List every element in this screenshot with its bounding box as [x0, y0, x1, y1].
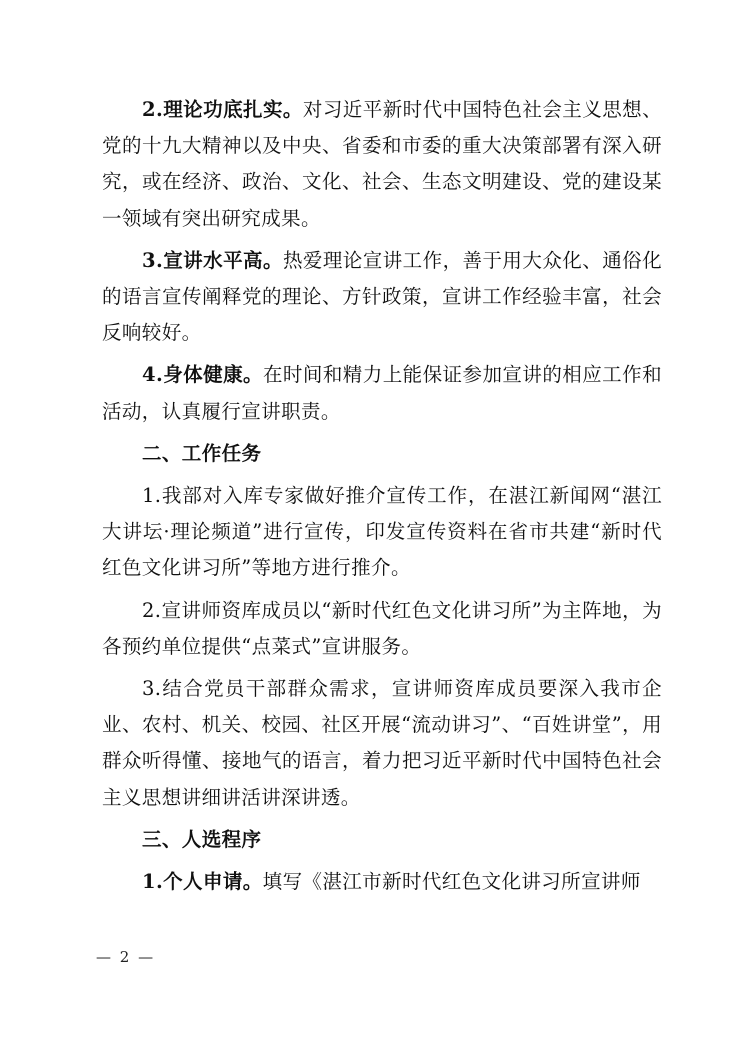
section-heading-selection-procedure: 三、人选程序 — [142, 827, 262, 851]
paragraph-text: 1.我部对入库专家做好推介宣传工作，在湛江新闻网“湛江大讲坛·理论频道”进行宣传，印发宣传资料在省市共建“新时代红色文化讲习所”等地方进行推介。 — [102, 484, 662, 580]
paragraph-requirement-2 — [102, 92, 662, 237]
section-heading-work-tasks: 二、工作任务 — [142, 441, 262, 465]
paragraph-lead: 2.理论功底扎实。 — [142, 98, 303, 121]
paragraph-task-2 — [102, 593, 662, 665]
paragraph-text: 对习近平新时代中国特色社会主义思想、党的十九大精神以及中央、省委和市委的重大决策部署有深入研究，或在经济、政治、文化、社会、生态文明建设、党的建设某一领域有突出研究成果。 — [102, 98, 662, 230]
paragraph-task-3 — [102, 671, 662, 816]
paragraph-text: 热爱理论宣讲工作，善于用大众化、通俗化的语言宣传阐释党的理论、方针政策，宣讲工作经验丰富，社会反响较好。 — [102, 248, 662, 345]
paragraph-lead: 1.个人申请。 — [142, 870, 263, 894]
document-body — [102, 92, 662, 900]
paragraph-requirement-4 — [102, 357, 662, 429]
paragraph-text: 在时间和精力上能保证参加宣讲的相应工作和活动，认真履行宣讲职责。 — [102, 363, 662, 423]
paragraph-requirement-3 — [102, 243, 662, 352]
paragraph-procedure-1 — [102, 864, 662, 900]
paragraph-task-1 — [102, 478, 662, 587]
paragraph-text: 2.宣讲师资库成员以“新时代红色文化讲习所”为主阵地，为各预约单位提供“点菜式”宣讲服务。 — [102, 598, 662, 658]
paragraph-text: 3.结合党员干部群众需求，宣讲师资库成员要深入我市企业、农村、机关、校园、社区开展“流动讲习”、“百姓讲堂”，用群众听得懂、接地气的语言，着力把习近平新时代中国特色社会主义思想讲细讲活讲深讲透。 — [102, 677, 662, 809]
paragraph-lead: 4.身体健康。 — [142, 363, 263, 387]
page-number: — 2 — — [96, 948, 156, 966]
paragraph-lead: 3.宣讲水平高。 — [142, 248, 283, 272]
paragraph-text: 填写《湛江市新时代红色文化讲习所宣讲师 — [262, 870, 641, 894]
